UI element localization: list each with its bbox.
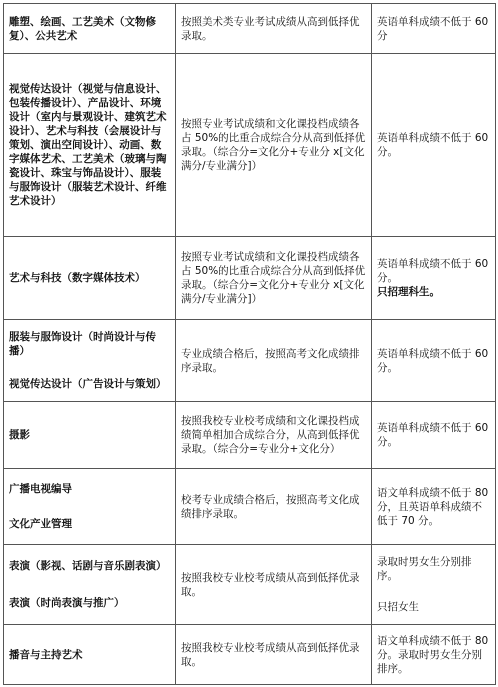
requirement: 英语单科成绩不低于 60 分。 bbox=[377, 258, 489, 284]
major-list bbox=[9, 322, 170, 399]
table-row bbox=[4, 469, 496, 545]
admission-method: 按照我校专业校考成绩从高到低择优录取。 bbox=[181, 641, 360, 668]
admission-method: 按照我校专业校考成绩从高到低择优录取。 bbox=[181, 571, 360, 598]
major-name: 文化产业管理 bbox=[9, 518, 72, 531]
table-row bbox=[4, 625, 496, 685]
major-name: 视觉传达设计（广告设计与策划） bbox=[9, 378, 167, 391]
major-cell bbox=[4, 237, 176, 320]
method-cell bbox=[176, 545, 372, 625]
table-row bbox=[4, 4, 496, 54]
major-name: 服装与服饰设计（时尚设计与传播） bbox=[9, 330, 156, 357]
table-row bbox=[4, 320, 496, 402]
method-cell bbox=[176, 237, 372, 320]
requirement: 语文单科成绩不低于 80 分，且英语单科成绩不低于 70 分。 bbox=[377, 486, 489, 527]
major-cell bbox=[4, 625, 176, 685]
requirement: 英语单科成绩不低于 60 分。 bbox=[377, 132, 489, 158]
table-row bbox=[4, 402, 496, 469]
major-name: 视觉传达设计（视觉与信息设计、包装传播设计）、产品设计、环境设计（室内与景观设计、建筑艺术设计）、艺术与科技（会展设计与策划、演出空间设计）、动画、数字媒体艺术、工艺美术（玻璃与陶瓷设计、珠宝与饰品设计）、服装与服饰设计（服装艺术设计、纤维艺术设计） bbox=[9, 83, 167, 207]
requirement: 英语单科成绩不低于 60 分。 bbox=[377, 422, 489, 448]
major-cell bbox=[4, 402, 176, 469]
major-name: 雕塑、绘画、工艺美术（文物修复）、公共艺术 bbox=[9, 15, 156, 42]
major-cell bbox=[4, 320, 176, 402]
method-cell bbox=[176, 625, 372, 685]
major-cell bbox=[4, 54, 176, 237]
admission-method: 校考专业成绩合格后，按照高考文化成绩排序录取。 bbox=[181, 493, 360, 520]
admission-table bbox=[3, 3, 496, 685]
major-name: 表演（影视、话剧与音乐剧表演） bbox=[9, 559, 167, 572]
admission-method: 按照专业考试成绩和文化课投档成绩各占 50%的比重合成综合分从高到低择优录取。（综合分=文化分+专业分 x[文化满分/专业满分]） bbox=[181, 251, 366, 305]
requirement: 只招女生 bbox=[377, 600, 419, 613]
admission-method: 按照美术类专业考试成绩从高到低择优录取。 bbox=[181, 15, 360, 42]
requirement-cell bbox=[372, 54, 496, 237]
table-row bbox=[4, 237, 496, 320]
method-cell bbox=[176, 320, 372, 402]
major-cell bbox=[4, 469, 176, 545]
requirement-cell bbox=[372, 237, 496, 320]
method-cell bbox=[176, 402, 372, 469]
requirement-cell bbox=[372, 402, 496, 469]
major-cell bbox=[4, 4, 176, 54]
requirement: 录取时男女生分别排序。 bbox=[377, 556, 472, 583]
method-cell bbox=[176, 54, 372, 237]
requirement-extra: 只招理科生。 bbox=[377, 286, 440, 298]
requirement: 语文单科成绩不低于 80 分。录取时男女生分别排序。 bbox=[377, 634, 489, 675]
major-name: 广播电视编导 bbox=[9, 482, 72, 495]
requirement-cell bbox=[372, 4, 496, 54]
requirement: 英语单科成绩不低于 60 分 bbox=[377, 15, 489, 42]
major-name: 表演（时尚表演与推广） bbox=[9, 597, 125, 610]
major-list bbox=[9, 547, 170, 622]
requirement-cell bbox=[372, 545, 496, 625]
major-cell bbox=[4, 545, 176, 625]
table-row bbox=[4, 54, 496, 237]
major-list bbox=[9, 471, 170, 542]
requirement-cell bbox=[372, 469, 496, 545]
admission-method: 专业成绩合格后，按照高考文化成绩排序录取。 bbox=[181, 347, 360, 374]
table-row bbox=[4, 545, 496, 625]
major-name: 播音与主持艺术 bbox=[9, 648, 83, 661]
requirement-cell bbox=[372, 320, 496, 402]
major-name: 摄影 bbox=[9, 429, 30, 441]
admission-method: 按照专业考试成绩和文化课投档成绩各占 50%的比重合成综合分从高到低择优录取。（综合分=文化分+专业分 x[文化满分/专业满分]） bbox=[181, 118, 366, 172]
method-cell bbox=[176, 4, 372, 54]
method-cell bbox=[176, 469, 372, 545]
major-name: 艺术与科技（数字媒体技术） bbox=[9, 272, 146, 284]
requirement-cell bbox=[372, 625, 496, 685]
requirement: 英语单科成绩不低于 60 分。 bbox=[377, 347, 489, 374]
requirement-list bbox=[377, 547, 490, 622]
admission-method: 按照我校专业校考成绩和文化课投档成绩简单相加合成综合分，从高到低择优录取。（综合分=专业分+文化分） bbox=[181, 415, 360, 455]
